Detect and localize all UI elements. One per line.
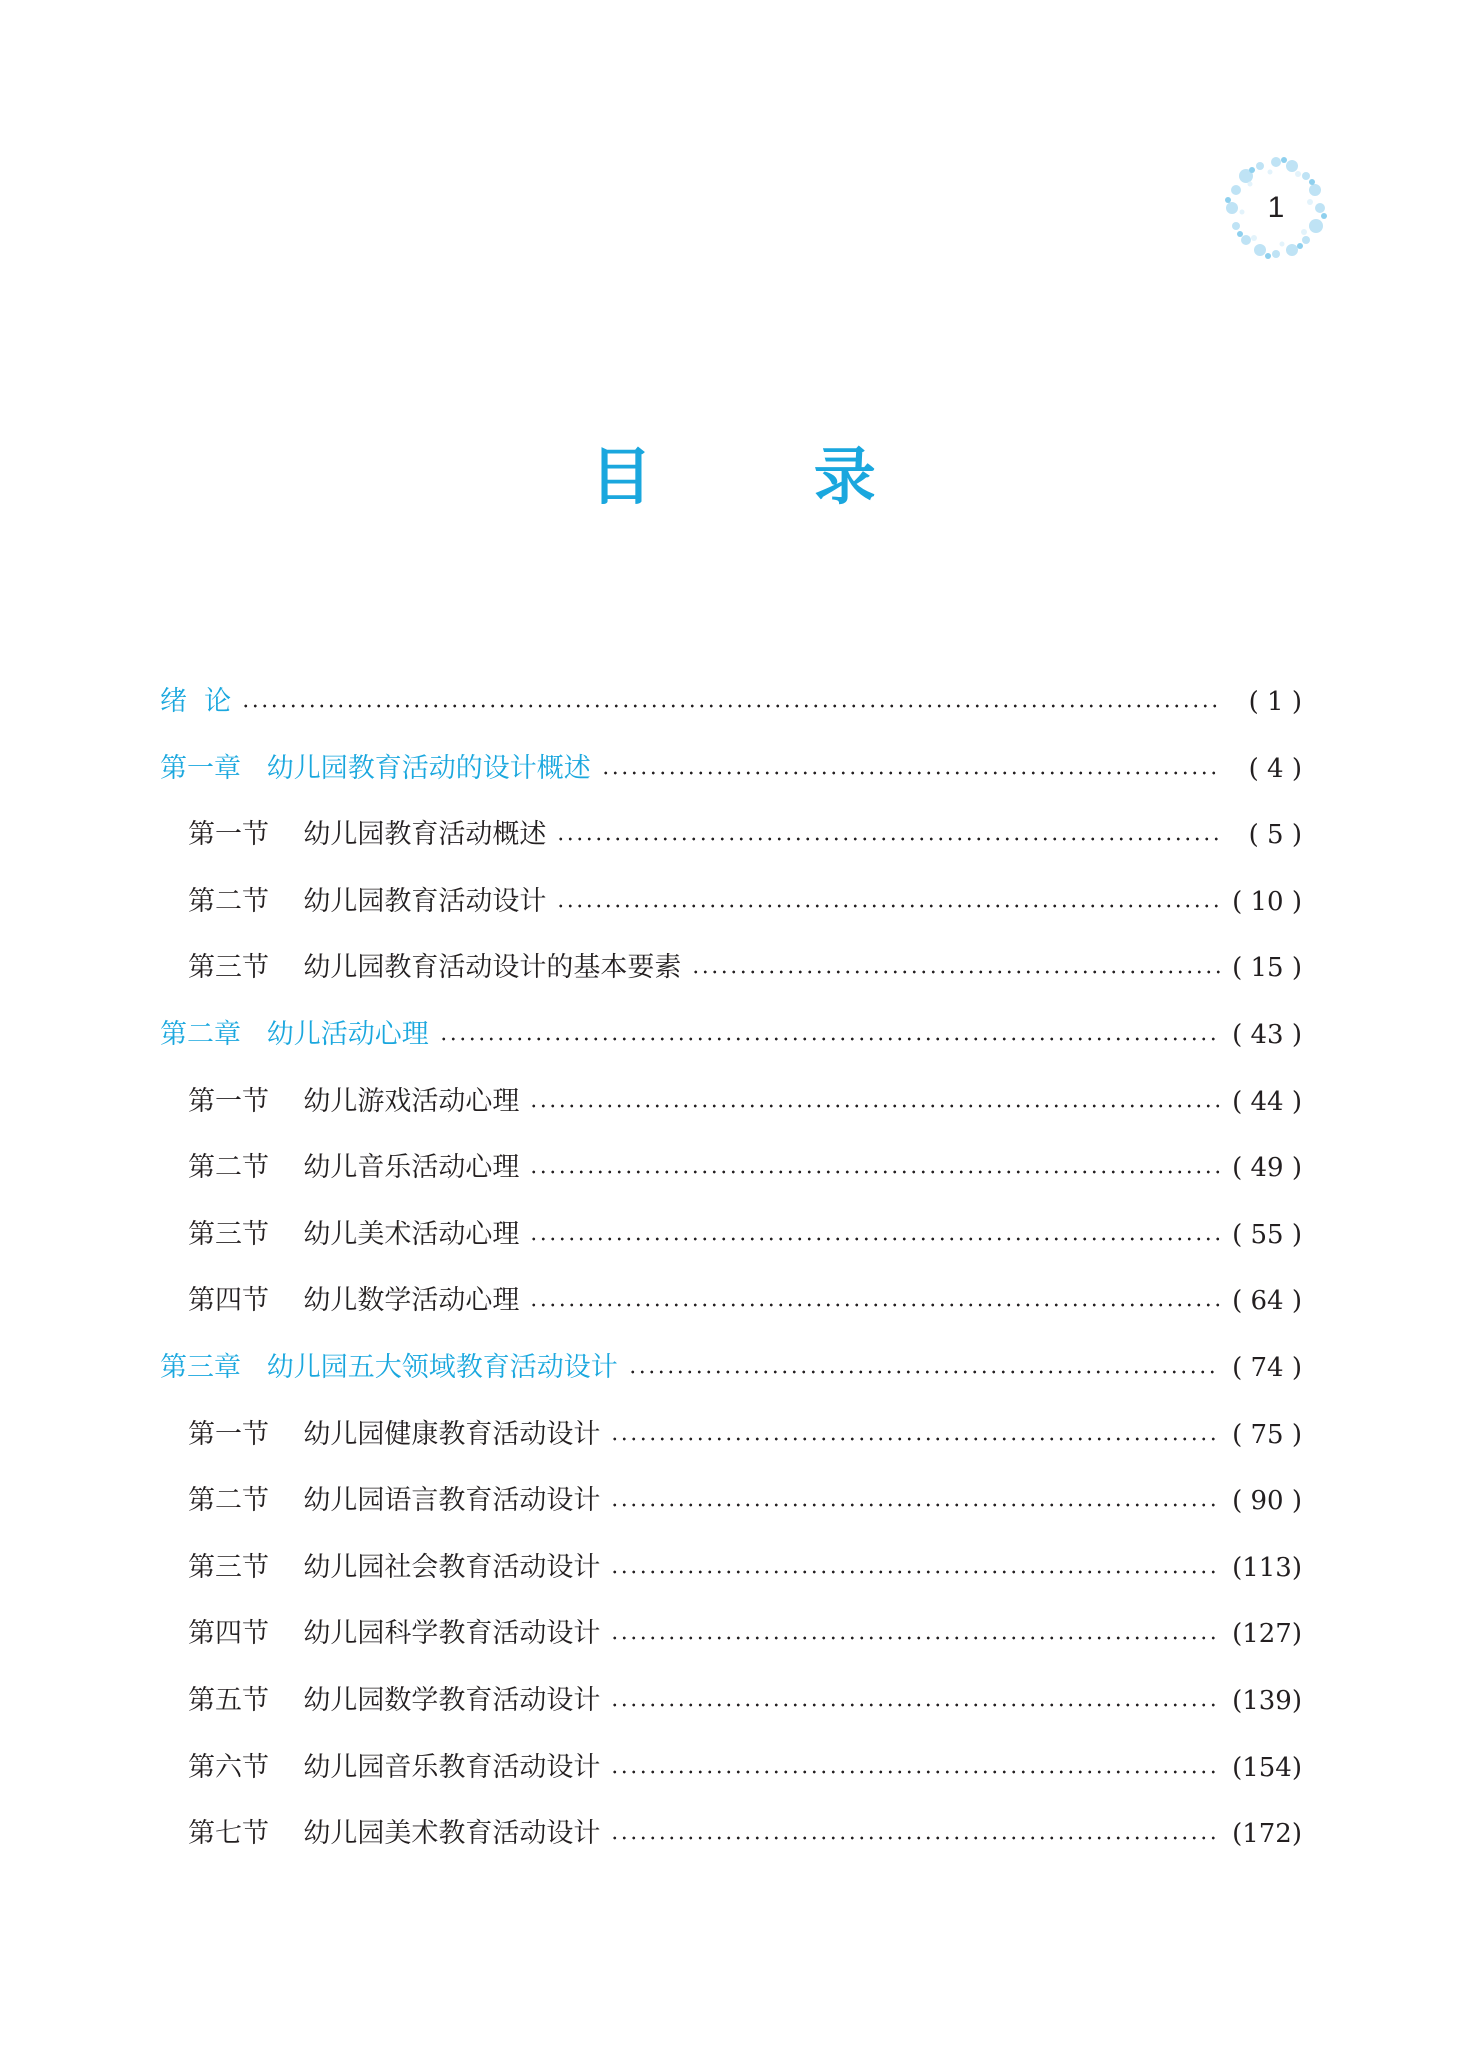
toc-entry-label: 第三章 幼儿园五大领域教育活动设计	[160, 1352, 618, 1383]
dot-leader	[691, 970, 1220, 974]
toc-section-entry[interactable]	[188, 946, 1302, 990]
toc-entry-page: ( 10 )	[1232, 887, 1302, 917]
toc-section-entry[interactable]	[188, 1146, 1302, 1190]
toc-chapter-entry[interactable]	[160, 1346, 1302, 1390]
toc-entry-label: 第六节 幼儿园音乐教育活动设计	[188, 1752, 601, 1783]
toc-entry-label: 第三节 幼儿园社会教育活动设计	[188, 1552, 601, 1583]
toc-title: 目 录	[590, 440, 946, 513]
dot-leader	[529, 1303, 1220, 1307]
page-number-badge	[1220, 152, 1332, 264]
toc-section-entry[interactable]	[188, 1746, 1302, 1790]
toc-section-entry[interactable]	[188, 1812, 1302, 1856]
toc-entry-page: ( 55 )	[1232, 1220, 1302, 1250]
toc-entry-label: 第七节 幼儿园美术教育活动设计	[188, 1818, 601, 1849]
toc-entry-label: 第一节 幼儿园健康教育活动设计	[188, 1419, 601, 1450]
dot-leader	[556, 904, 1220, 908]
toc-entry-page: ( 43 )	[1232, 1020, 1302, 1050]
dot-leader	[610, 1503, 1220, 1507]
toc-entry-label: 第一节 幼儿园教育活动概述	[188, 819, 547, 850]
dot-leader	[610, 1770, 1220, 1774]
toc-section-entry[interactable]	[188, 1546, 1302, 1590]
dot-leader	[529, 1170, 1220, 1174]
dot-leader	[610, 1437, 1220, 1441]
toc-entry-page: ( 75 )	[1232, 1420, 1302, 1450]
toc-section-entry[interactable]	[188, 880, 1302, 924]
toc-entry-page: (139)	[1232, 1686, 1302, 1716]
toc-entry-page: ( 1 )	[1248, 687, 1302, 717]
toc-entry-page: ( 90 )	[1232, 1486, 1302, 1516]
toc-entry-label: 绪 论	[160, 686, 232, 717]
toc-entry-page: ( 4 )	[1248, 754, 1302, 784]
toc-entry-label: 第五节 幼儿园数学教育活动设计	[188, 1685, 601, 1716]
dot-leader	[610, 1836, 1220, 1840]
dot-leader	[628, 1370, 1220, 1374]
toc-entry-page: (127)	[1232, 1619, 1302, 1649]
toc-entry-page: ( 49 )	[1232, 1153, 1302, 1183]
toc-chapter-entry[interactable]	[160, 747, 1302, 791]
toc-section-entry[interactable]	[188, 1213, 1302, 1257]
toc-entry-label: 第四节 幼儿数学活动心理	[188, 1285, 520, 1316]
toc-section-entry[interactable]	[188, 1479, 1302, 1523]
toc-chapter-entry[interactable]	[160, 680, 1302, 724]
toc-section-entry[interactable]	[188, 1612, 1302, 1656]
toc-entry-label: 第三节 幼儿园教育活动设计的基本要素	[188, 952, 682, 983]
dot-leader	[601, 771, 1220, 775]
toc-section-entry[interactable]	[188, 1679, 1302, 1723]
dot-leader	[439, 1037, 1220, 1041]
toc-entry-label: 第一节 幼儿游戏活动心理	[188, 1086, 520, 1117]
toc-section-entry[interactable]	[188, 1279, 1302, 1323]
toc-entry-label: 第二节 幼儿音乐活动心理	[188, 1152, 520, 1183]
toc-section-entry[interactable]	[188, 1413, 1302, 1457]
toc-entry-page: ( 64 )	[1232, 1286, 1302, 1316]
toc-entry-page: ( 15 )	[1232, 953, 1302, 983]
dot-leader	[529, 1237, 1220, 1241]
toc-entry-label: 第一章 幼儿园教育活动的设计概述	[160, 753, 591, 784]
toc-entry-label: 第二节 幼儿园语言教育活动设计	[188, 1485, 601, 1516]
toc-entry-label: 第四节 幼儿园科学教育活动设计	[188, 1618, 601, 1649]
dot-leader	[610, 1703, 1220, 1707]
toc-entry-label: 第二章 幼儿活动心理	[160, 1019, 429, 1050]
toc-section-entry[interactable]	[188, 813, 1302, 857]
toc-entry-label: 第三节 幼儿美术活动心理	[188, 1219, 520, 1250]
toc-entry-page: ( 5 )	[1248, 820, 1302, 850]
toc-entry-page: (113)	[1232, 1553, 1302, 1583]
toc-chapter-entry[interactable]	[160, 1013, 1302, 1057]
toc-section-entry[interactable]	[188, 1080, 1302, 1124]
toc-entry-page: ( 74 )	[1232, 1353, 1302, 1383]
toc-entry-page: (172)	[1232, 1819, 1302, 1849]
dot-leader	[556, 837, 1220, 841]
dot-leader	[610, 1570, 1220, 1574]
page-number: 1	[1267, 191, 1285, 224]
dot-leader	[610, 1636, 1220, 1640]
dot-leader	[529, 1104, 1220, 1108]
toc-entry-label: 第二节 幼儿园教育活动设计	[188, 886, 547, 917]
dot-leader	[241, 704, 1220, 708]
toc-entry-page: (154)	[1232, 1753, 1302, 1783]
toc-entry-page: ( 44 )	[1232, 1087, 1302, 1117]
